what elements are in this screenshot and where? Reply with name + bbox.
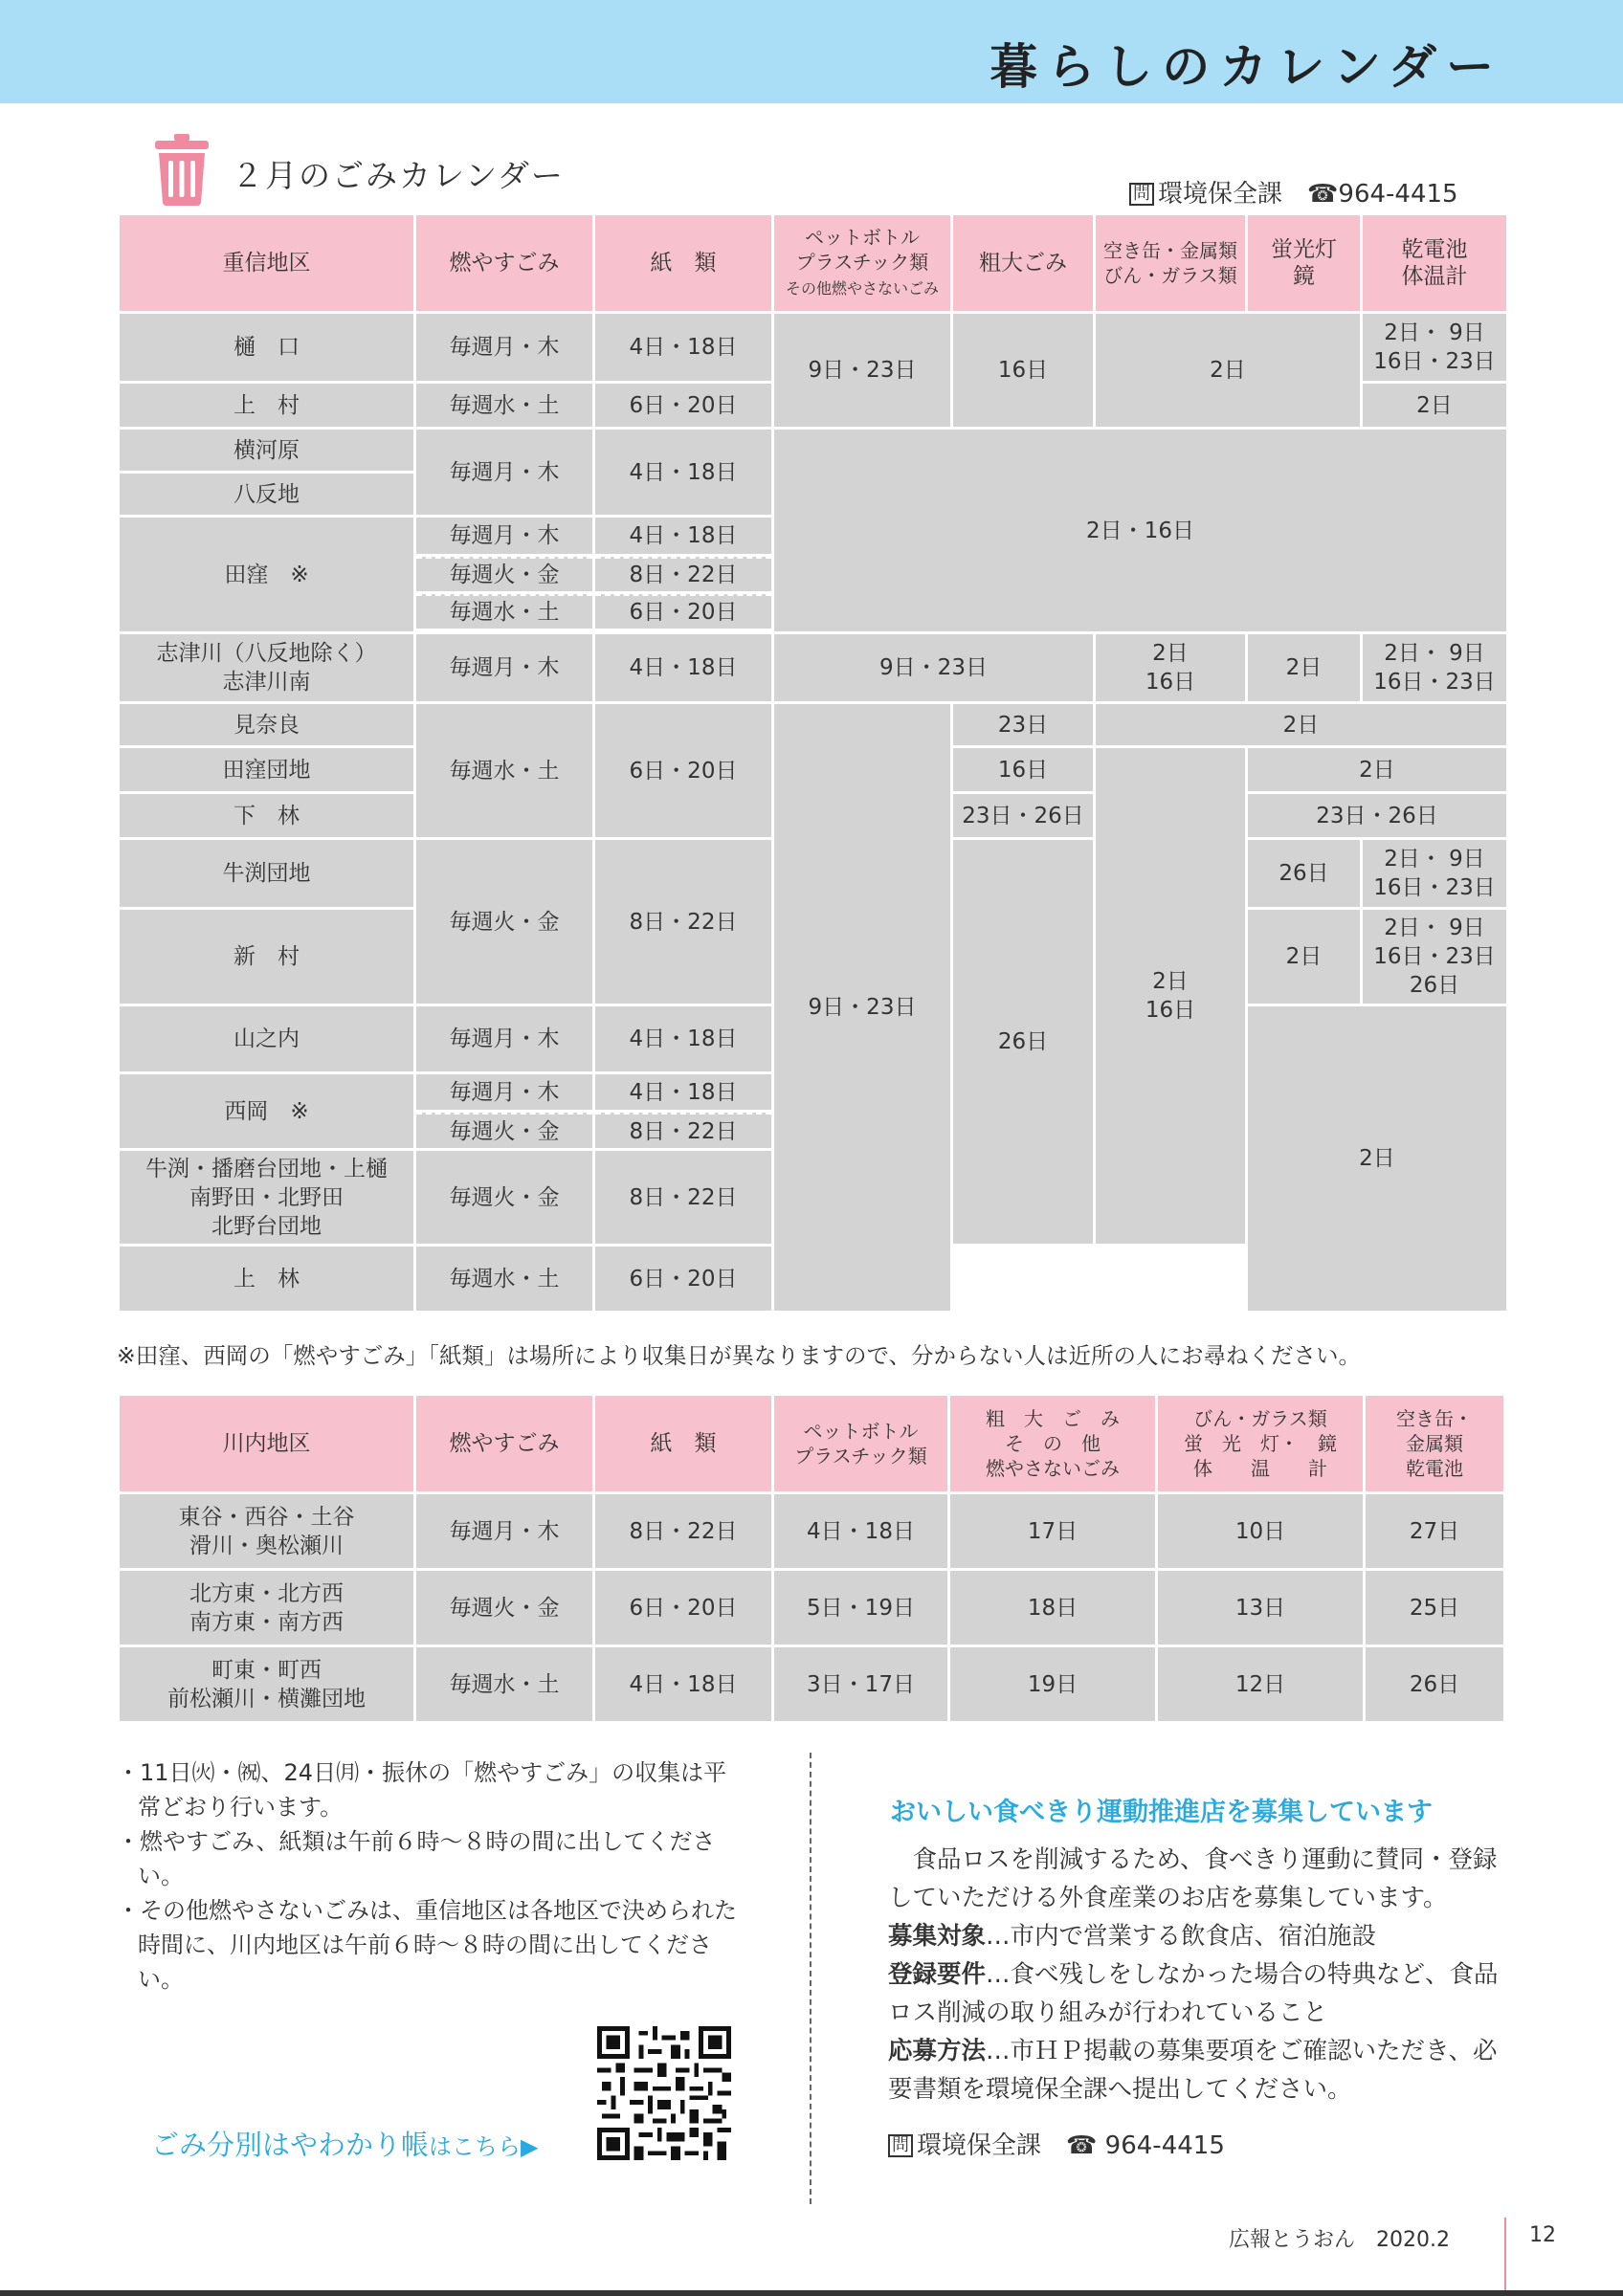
paper-cell: 4日・18日: [595, 1074, 771, 1110]
sorting-guide-link[interactable]: ごみ分別はやわかり帳はこちら▶: [151, 2129, 539, 2161]
paper-cell: 8日・22日: [595, 1494, 771, 1568]
battery-cell: 2日・ 9日 16日・23日: [1363, 634, 1506, 701]
recruit-requirements: 登録要件…食べ残しをしなかった場合の特典など、食品ロス削減の取り組みが行われていること: [888, 1960, 1499, 2027]
burnable-cell: 毎週月・木: [416, 1006, 592, 1071]
paper-cell: 4日・18日: [595, 430, 771, 515]
header-area: 重信地区: [120, 215, 413, 311]
area-cell: 田窪団地: [120, 748, 413, 791]
banner-title: 暮らしのカレンダー: [989, 39, 1503, 95]
pet-cell: 5日・19日: [774, 1571, 947, 1645]
area-cell: 西岡 ※: [120, 1074, 413, 1148]
column-divider: [810, 1753, 812, 2204]
recruit-heading: おいしい食べきり運動推進店を募集しています: [890, 1798, 1433, 1827]
notes-list: [117, 1755, 748, 1997]
cans-fluor-battery-cell: 2日: [1096, 704, 1506, 745]
paper-cell: 8日・22日: [595, 557, 771, 591]
area-cell: 田窪 ※: [120, 518, 413, 631]
burnable-cell: 毎週火・金: [416, 1151, 592, 1244]
pet-cell: 9日・23日: [774, 704, 950, 1311]
paper-cell: 4日・18日: [595, 1647, 771, 1721]
cans-cell: 2日 16日: [1096, 748, 1245, 1244]
pet-oversized-cell: 9日・23日: [774, 634, 1093, 701]
header-oversized: 粗 大 ご み そ の 他 燃やさないごみ: [950, 1396, 1155, 1491]
qr-code-icon[interactable]: [597, 2026, 731, 2160]
calendar-title: ２月のごみカレンダー: [232, 157, 565, 194]
table-row: [120, 1571, 1503, 1645]
paper-cell: 6日・20日: [595, 384, 771, 427]
burnable-cell: 毎週火・金: [416, 1571, 592, 1645]
paper-cell: 8日・22日: [595, 840, 771, 1004]
header-paper: 紙 類: [595, 1396, 771, 1491]
area-cell: 東谷・西谷・土谷 滑川・奥松瀬川: [120, 1494, 413, 1568]
paper-cell: 6日・20日: [595, 1571, 771, 1645]
fluor-battery-cell: 2日: [1248, 1006, 1506, 1311]
bottom-rule: [0, 2290, 1623, 2296]
area-cell: 新 村: [120, 910, 413, 1004]
publication-name: 広報とうおん 2020.2: [1229, 2228, 1450, 2252]
header-oversized: 粗大ごみ: [953, 215, 1093, 311]
oversized-cell: 26日: [953, 840, 1093, 1244]
burnable-cell: 毎週火・金: [416, 1113, 592, 1148]
burnable-cell: 毎週水・土: [416, 384, 592, 427]
recruit-contact: 問 環境保全課 ☎ 964-4415: [888, 2126, 1225, 2161]
header-area: 川内地区: [120, 1396, 413, 1491]
burnable-cell: 毎週月・木: [416, 634, 592, 701]
oversized-cell: 16日: [953, 314, 1093, 427]
glass-cell: 12日: [1158, 1647, 1363, 1721]
area-cell: 北方東・北方西 南方東・南方西: [120, 1571, 413, 1645]
burnable-cell: 毎週水・土: [416, 594, 592, 629]
header-burnable: 燃やすごみ: [416, 215, 592, 311]
burnable-cell: 毎週月・木: [416, 314, 592, 381]
area-cell: 牛渕・播磨台団地・上樋 南野田・北野田 北野台団地: [120, 1151, 413, 1244]
paper-cell: 4日・18日: [595, 634, 771, 701]
contact-info: [1129, 174, 1458, 210]
merged-dates-cell: 2日・16日: [774, 430, 1506, 631]
list-item: ・11日㈫・㈷、24日㈪・振休の「燃やすごみ」の収集は平常どおり行います。: [117, 1759, 727, 1821]
header-battery: 乾電池 体温計: [1363, 215, 1506, 311]
oversized-cell: 16日: [953, 748, 1093, 791]
battery-cell: 2日・ 9日 16日・23日 26日: [1363, 910, 1506, 1004]
table-row: [120, 1494, 1503, 1568]
battery-cell: 2日・ 9日 16日・23日: [1363, 840, 1506, 907]
burnable-cell: 毎週水・土: [416, 1647, 592, 1721]
area-cell: 志津川（八反地除く） 志津川南: [120, 634, 413, 701]
pet-cell: 3日・17日: [774, 1647, 947, 1721]
list-item: ・その他燃やさないごみは、重信地区は各地区で決められた時間に、川内地区は午前６時～８時の間に出してください。: [117, 1897, 737, 1993]
area-cell: 下 林: [120, 794, 413, 837]
contact-phone: ☎964-4415: [1307, 180, 1458, 209]
fluorescent-cell: 2日: [1248, 634, 1360, 701]
burnable-cell: 毎週水・土: [416, 1247, 592, 1311]
table-row: [120, 1647, 1503, 1721]
burnable-cell: 毎週水・土: [416, 704, 592, 837]
cans-cell: 2日 16日: [1096, 634, 1245, 701]
recruit-intro: 食品ロスを削減するため、食べきり運動に賛同・登録していただける外食産業のお店を募集しています。: [888, 1845, 1498, 1912]
area-cell: 樋 口: [120, 314, 413, 381]
area-cell: 見奈良: [120, 704, 413, 745]
recruit-application: 応募方法…市ＨＰ掲載の募集要項をご確認いただき、必要書類を環境保全課へ提出してください。: [888, 2037, 1498, 2104]
oversized-cell: 17日: [950, 1494, 1155, 1568]
header-fluorescent: 蛍光灯 鏡: [1248, 215, 1360, 311]
paper-cell: 8日・22日: [595, 1151, 771, 1244]
cans-cell: 27日: [1366, 1494, 1503, 1568]
inquiry-badge: 問: [1129, 183, 1154, 206]
fluor-battery-cell: 2日: [1248, 748, 1506, 791]
burnable-cell: 毎週火・金: [416, 557, 592, 591]
recruit-target: 募集対象…市内で営業する飲食店、宿泊施設: [888, 1922, 1377, 1951]
paper-cell: 4日・18日: [595, 1006, 771, 1071]
paper-cell: 6日・20日: [595, 594, 771, 629]
header-pet: ペットボトル プラスチック類 その他燃やさないごみ: [774, 215, 950, 311]
pet-cell: 4日・18日: [774, 1494, 947, 1568]
oversized-cell: 23日: [953, 704, 1093, 745]
burnable-cell: 毎週月・木: [416, 1074, 592, 1110]
fluorescent-cell: 2日: [1248, 910, 1360, 1004]
area-cell: 山之内: [120, 1006, 413, 1071]
pet-cell: 9日・23日: [774, 314, 950, 427]
header-cans: 空き缶・金属類 びん・ガラス類: [1096, 215, 1245, 311]
area-cell: 八反地: [120, 474, 413, 515]
burnable-cell: 毎週月・木: [416, 518, 592, 554]
battery-cell: 2日・ 9日 16日・23日: [1363, 314, 1506, 381]
page-banner: [0, 0, 1623, 103]
header-paper: 紙 類: [595, 215, 771, 311]
fluor-battery-cell: 23日・26日: [1248, 794, 1506, 837]
trash-can-icon: [153, 132, 211, 207]
area-cell: 横河原: [120, 430, 413, 471]
header-burnable: 燃やすごみ: [416, 1396, 592, 1491]
shigenobu-calendar-table: [117, 212, 1509, 1314]
burnable-cell: 毎週月・木: [416, 1494, 592, 1568]
oversized-cell: 18日: [950, 1571, 1155, 1645]
area-cell: 上 村: [120, 384, 413, 427]
paper-cell: 6日・20日: [595, 704, 771, 837]
glass-cell: 13日: [1158, 1571, 1363, 1645]
glass-cell: 10日: [1158, 1494, 1363, 1568]
kawauchi-calendar-table: [117, 1393, 1506, 1724]
area-cell: 上 林: [120, 1247, 413, 1311]
recruit-body: [888, 1841, 1520, 2108]
header-pet: ペットボトル プラスチック類: [774, 1396, 947, 1491]
area-cell: 町東・町西 前松瀬川・横灘団地: [120, 1647, 413, 1721]
battery-cell: 2日: [1363, 384, 1506, 427]
cans-cell: 25日: [1366, 1571, 1503, 1645]
fluorescent-cell: 26日: [1248, 840, 1360, 907]
inquiry-badge: 問: [888, 2134, 913, 2157]
page-number: 12: [1529, 2223, 1556, 2247]
contact-dept: 環境保全課: [1158, 180, 1283, 209]
cans-cell: 26日: [1366, 1647, 1503, 1721]
header-cans: 空き缶・ 金属類 乾電池: [1366, 1396, 1503, 1491]
paper-cell: 4日・18日: [595, 314, 771, 381]
oversized-cell: 23日・26日: [953, 794, 1093, 837]
cans-fluor-cell: 2日: [1096, 314, 1360, 427]
footer-divider: [1504, 2218, 1506, 2296]
list-item: ・燃やすごみ、紙類は午前６時～８時の間に出してください。: [117, 1828, 716, 1889]
burnable-cell: 毎週月・木: [416, 430, 592, 515]
burnable-cell: 毎週火・金: [416, 840, 592, 1004]
paper-cell: 6日・20日: [595, 1247, 771, 1311]
paper-cell: 4日・18日: [595, 518, 771, 554]
area-cell: 牛渕団地: [120, 840, 413, 907]
header-glass: びん・ガラス類 蛍 光 灯・ 鏡 体 温 計: [1158, 1396, 1363, 1491]
oversized-cell: 19日: [950, 1647, 1155, 1721]
paper-cell: 8日・22日: [595, 1113, 771, 1148]
collection-note: ※田窪、西岡の「燃やすごみ」「紙類」は場所により収集日が異なりますので、分からない人は近所の人にお尋ねください。: [117, 1342, 1361, 1369]
